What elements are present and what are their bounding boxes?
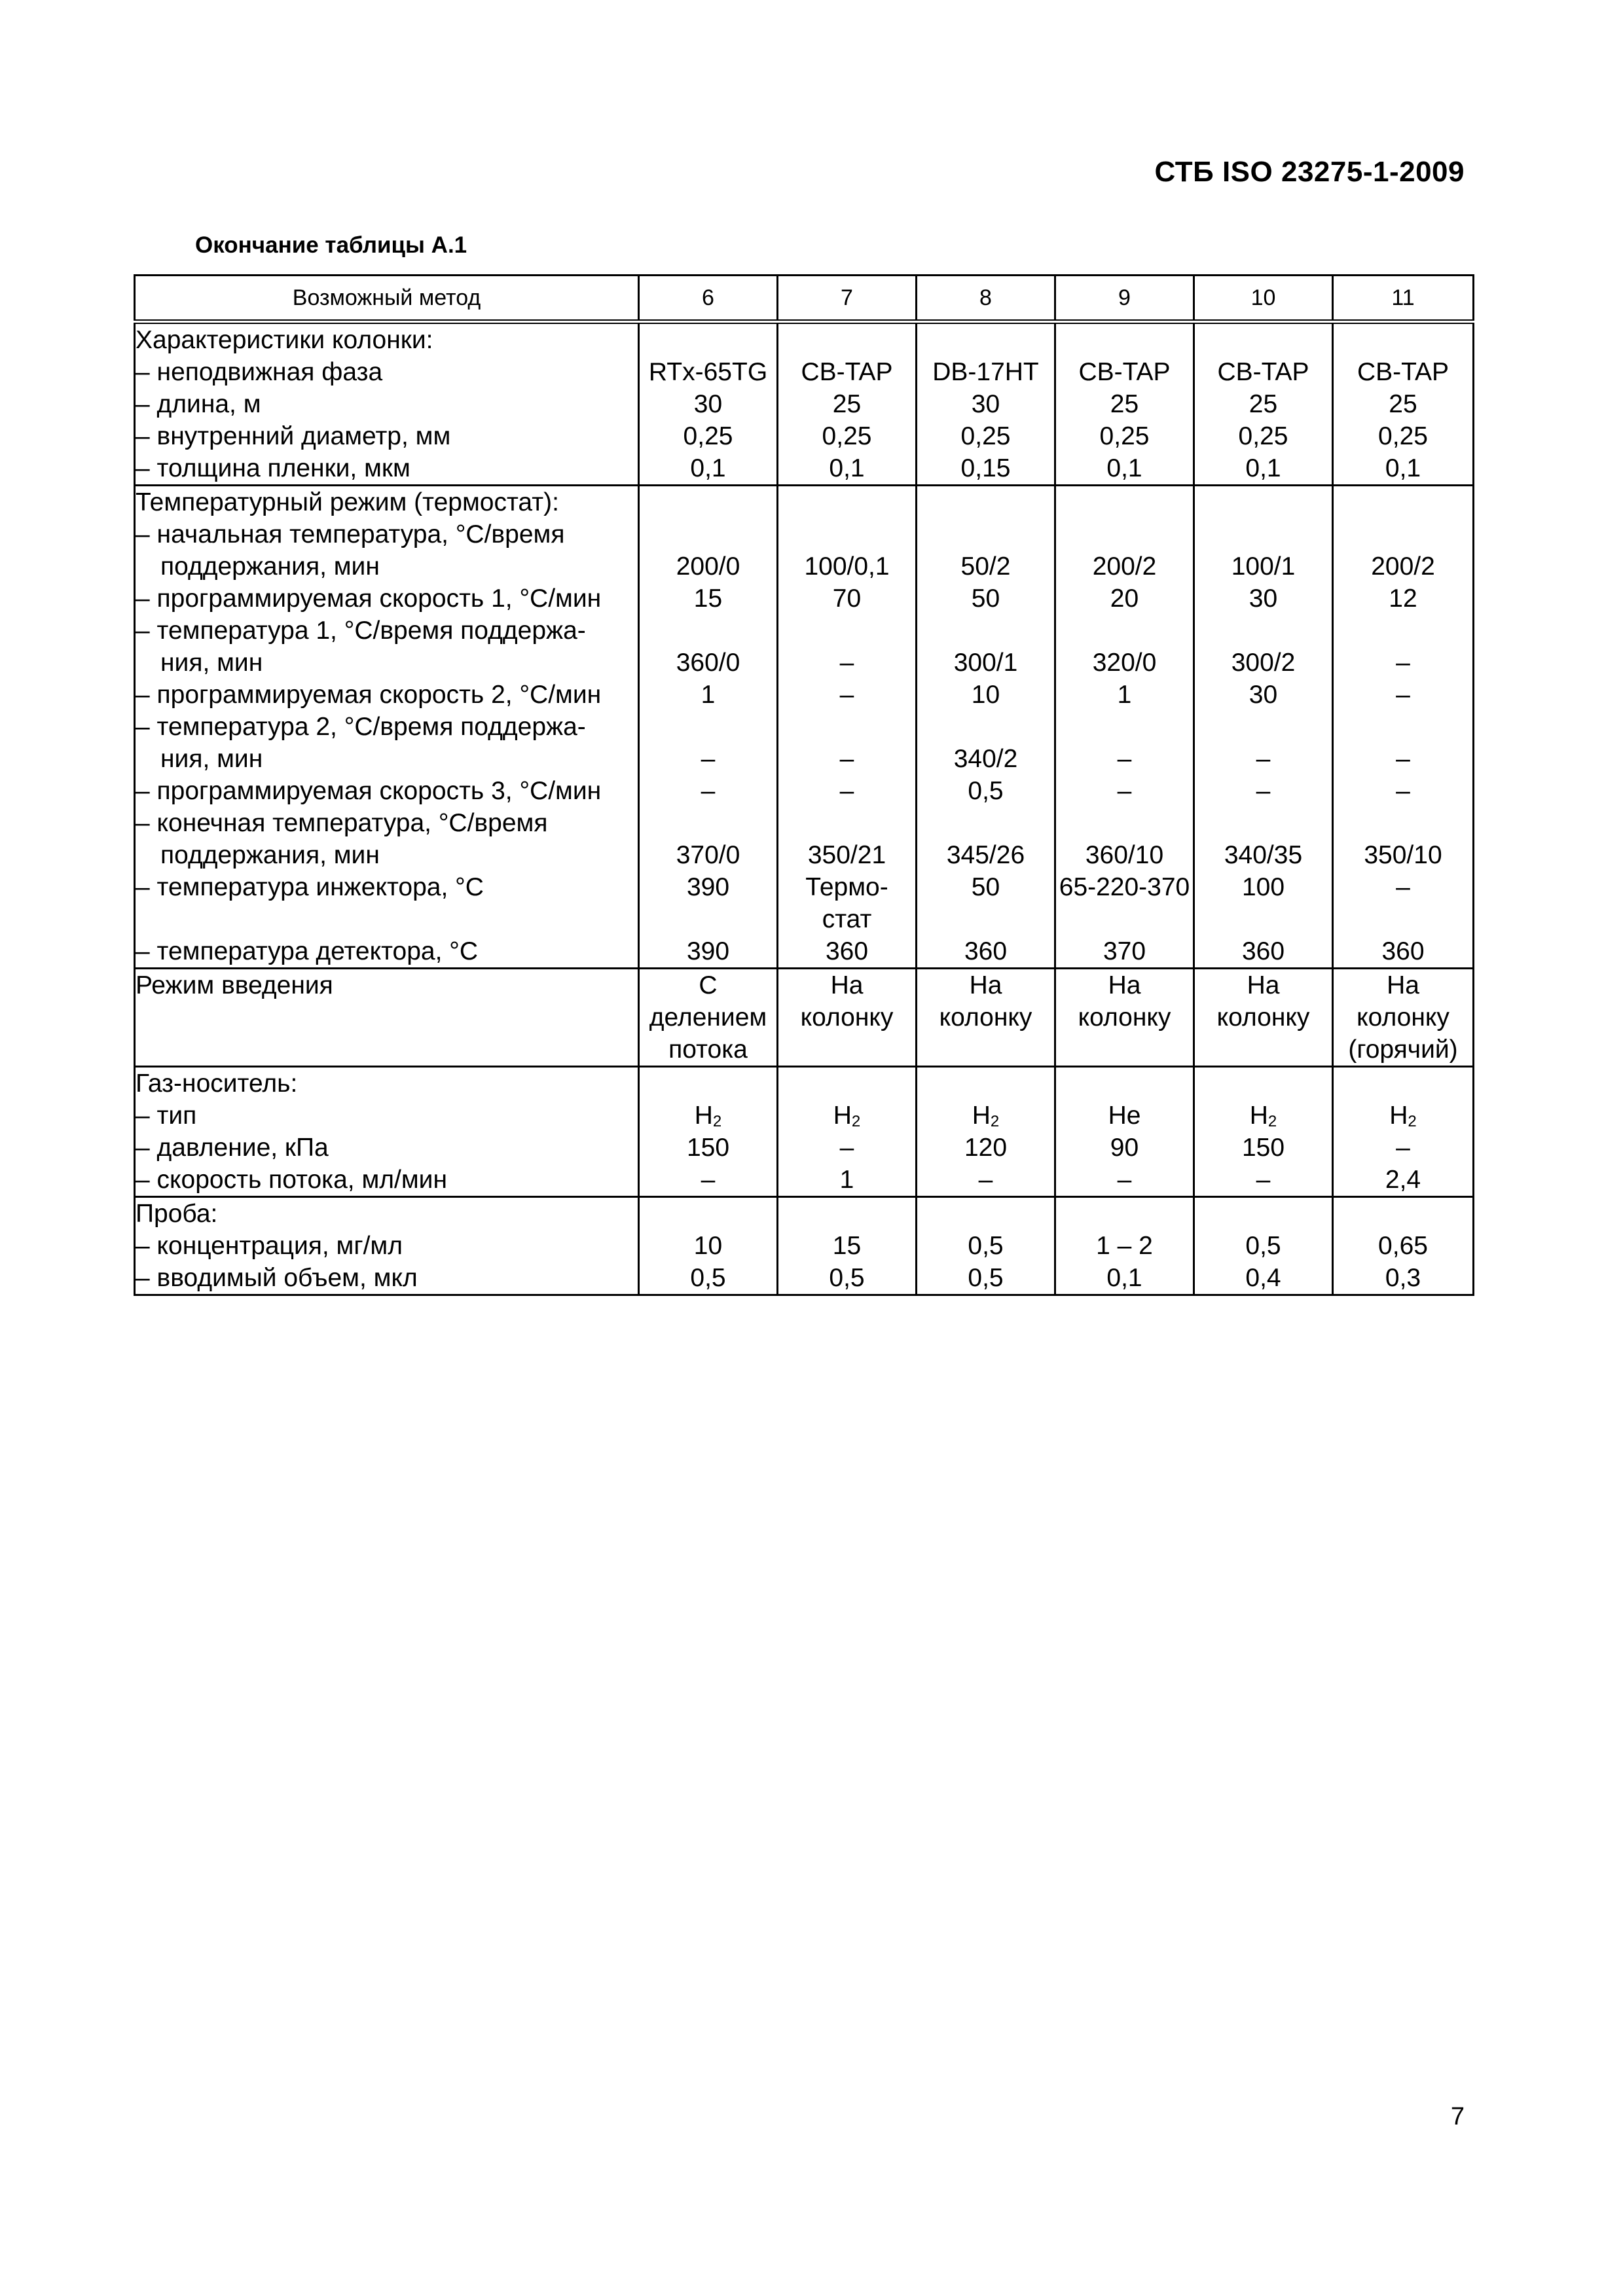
subscript: 2 <box>990 1113 1000 1130</box>
value-cell-method-9 <box>1055 969 1194 1067</box>
value-line: 0,25 <box>1099 422 1150 450</box>
value-line <box>778 1067 915 1100</box>
value-line: 0,1 <box>829 454 865 482</box>
row-label-cell <box>135 322 639 486</box>
value-line: 150 <box>1241 1134 1285 1162</box>
value-line: $H_2$ <box>1249 1102 1277 1130</box>
value-cell-method-11 <box>1333 1067 1474 1197</box>
value-line: 1 <box>701 681 716 709</box>
value-line: 0,25 <box>1238 422 1288 450</box>
value-line <box>917 711 1054 743</box>
value-cell-method-8 <box>917 322 1055 486</box>
row-label-line: Температурный режим (термостат): <box>136 488 559 516</box>
value-cell-method-11 <box>1333 969 1474 1067</box>
value-line <box>1334 807 1472 839</box>
value-line <box>640 807 776 839</box>
value-line: 390 <box>686 937 730 965</box>
header-method-label: Возможный метод <box>135 276 639 322</box>
value-line: 340/35 <box>1224 841 1303 869</box>
value-line: – <box>1396 777 1410 805</box>
value-line: 360 <box>964 937 1008 965</box>
row-label-line: – неподвижная фаза <box>136 358 383 386</box>
value-line: 0,5 <box>968 777 1004 805</box>
value-line: 0,1 <box>1106 1264 1142 1292</box>
value-line: 0,65 <box>1378 1232 1428 1260</box>
value-line: 340/2 <box>953 745 1018 773</box>
value-line <box>917 324 1054 356</box>
value-line: 0,1 <box>1245 454 1281 482</box>
value-cell-method-8 <box>917 486 1055 969</box>
value-line: 25 <box>1389 390 1417 418</box>
value-line <box>1195 615 1332 647</box>
value-line: 25 <box>1110 390 1139 418</box>
value-line: – <box>839 681 854 709</box>
value-line <box>640 324 776 356</box>
subscript: 2 <box>1267 1113 1277 1130</box>
value-cell-method-11 <box>1333 486 1474 969</box>
value-line <box>778 324 915 356</box>
value-line: 1 <box>839 1166 854 1194</box>
subscript: 2 <box>712 1113 722 1130</box>
value-cell-method-9 <box>1055 486 1194 969</box>
row-label-line <box>136 1001 638 1033</box>
value-line: $H_2$ <box>972 1102 1000 1130</box>
row-label-cell <box>135 1197 639 1295</box>
row-label-line: ния, мин <box>160 649 263 677</box>
header-method-8: 8 <box>917 276 1055 322</box>
value-line: 30 <box>693 390 723 418</box>
value-line <box>1195 1198 1332 1230</box>
value-line <box>1334 1067 1472 1100</box>
value-line: колонку <box>1216 1003 1310 1031</box>
value-line: 2,4 <box>1385 1166 1421 1194</box>
value-line: – <box>1117 777 1132 805</box>
value-line <box>917 807 1054 839</box>
value-line: 0,5 <box>968 1264 1004 1292</box>
table-section-row <box>135 486 1474 969</box>
row-label-line: – температура инжектора, °С <box>136 873 484 901</box>
value-cell-method-6 <box>639 486 778 969</box>
value-line: 345/26 <box>946 841 1025 869</box>
value-line: RTx-65TG <box>648 358 768 386</box>
value-line <box>640 1067 776 1100</box>
value-line: – <box>1396 649 1410 677</box>
value-line: $H_2$ <box>694 1102 722 1130</box>
value-line: – <box>1117 1166 1132 1194</box>
header-method-7: 7 <box>778 276 917 322</box>
value-line <box>917 486 1054 518</box>
value-line: $H_2$ <box>1389 1102 1417 1130</box>
value-line: стат <box>822 905 872 933</box>
value-line: 10 <box>693 1232 723 1260</box>
value-line <box>778 1033 915 1066</box>
value-line: 0,5 <box>1245 1232 1281 1260</box>
value-line: – <box>1396 681 1410 709</box>
value-line <box>640 711 776 743</box>
value-line <box>917 1198 1054 1230</box>
value-line: 200/0 <box>676 552 740 581</box>
table-caption: Окончание таблицы А.1 <box>195 232 467 258</box>
row-label-line: – начальная температура, °С/время <box>136 520 565 548</box>
value-line <box>917 518 1054 550</box>
value-line: 200/2 <box>1371 552 1435 581</box>
value-line: колонку <box>1357 1003 1450 1031</box>
row-label-line: – скорость потока, мл/мин <box>136 1166 447 1194</box>
row-label-line <box>136 903 638 935</box>
header-method-6: 6 <box>639 276 778 322</box>
value-line: 15 <box>832 1232 862 1260</box>
value-line: колонку <box>800 1003 894 1031</box>
value-line: 320/0 <box>1092 649 1157 677</box>
value-cell-method-6 <box>639 322 778 486</box>
value-line <box>778 711 915 743</box>
value-line: 0,5 <box>829 1264 865 1292</box>
value-line: 15 <box>693 584 723 613</box>
value-line: 1 <box>1117 681 1132 709</box>
value-line: 370 <box>1103 937 1146 965</box>
value-line: – <box>839 649 854 677</box>
value-line: – <box>1256 745 1271 773</box>
value-line <box>1056 711 1193 743</box>
value-line: 0,5 <box>968 1232 1004 1260</box>
value-line: – <box>701 777 716 805</box>
row-label-line: – температура детектора, °С <box>136 937 479 965</box>
header-method-10: 10 <box>1194 276 1333 322</box>
value-cell-method-6 <box>639 1067 778 1197</box>
value-line <box>1195 1033 1332 1066</box>
value-line: 0,15 <box>960 454 1011 482</box>
row-label-line: Характеристики колонки: <box>136 326 433 354</box>
value-line <box>1056 518 1193 550</box>
value-line: – <box>978 1166 993 1194</box>
value-line <box>1334 615 1472 647</box>
value-line: 30 <box>1249 681 1278 709</box>
value-line <box>917 1033 1054 1066</box>
value-line <box>1195 711 1332 743</box>
value-line: 100/0,1 <box>804 552 890 581</box>
value-line: 0,1 <box>1106 454 1142 482</box>
value-cell-method-9 <box>1055 322 1194 486</box>
value-line: 25 <box>1249 390 1278 418</box>
value-line <box>1334 711 1472 743</box>
value-line <box>1334 903 1472 935</box>
value-line <box>1334 324 1472 356</box>
row-label-line: поддержания, мин <box>160 841 380 869</box>
row-label-line: – внутренний диаметр, мм <box>136 422 451 450</box>
row-label-line: ния, мин <box>160 745 263 773</box>
row-label-line: – программируемая скорость 1, °С/мин <box>136 584 602 613</box>
value-line: 65-220-370 <box>1059 873 1190 901</box>
value-line: 30 <box>1249 584 1278 613</box>
value-line: Термо- <box>805 873 888 901</box>
value-line <box>1056 486 1193 518</box>
value-line: – <box>1396 873 1410 901</box>
value-line <box>640 615 776 647</box>
value-line: – <box>1396 745 1410 773</box>
value-cell-method-10 <box>1194 322 1333 486</box>
subscript: 2 <box>851 1113 861 1130</box>
value-line <box>917 1067 1054 1100</box>
value-cell-method-10 <box>1194 1067 1333 1197</box>
value-cell-method-10 <box>1194 1197 1333 1295</box>
value-line: He <box>1108 1102 1141 1130</box>
row-label-line: – программируемая скорость 2, °С/мин <box>136 681 602 709</box>
value-line: 390 <box>686 873 730 901</box>
value-line: 20 <box>1110 584 1139 613</box>
value-line: 12 <box>1389 584 1417 613</box>
value-line <box>778 807 915 839</box>
row-label-line: Газ-носитель: <box>136 1069 298 1098</box>
value-line: 50 <box>971 873 1000 901</box>
value-cell-method-7 <box>778 486 917 969</box>
value-cell-method-8 <box>917 1067 1055 1197</box>
value-line: 360 <box>1381 937 1425 965</box>
method-table <box>134 274 1474 1296</box>
value-line: делением <box>649 1003 767 1031</box>
value-line: На <box>1247 971 1280 999</box>
value-line: 300/1 <box>953 649 1018 677</box>
table-section-row <box>135 322 1474 486</box>
value-line: потока <box>668 1035 748 1064</box>
table-section-row <box>135 1197 1474 1295</box>
row-label-line: – температура 2, °С/время поддержа- <box>136 713 586 741</box>
value-line: На <box>969 971 1002 999</box>
row-label-cell <box>135 1067 639 1197</box>
row-label-line: – концентрация, мг/мл <box>136 1232 403 1260</box>
row-label-cell <box>135 969 639 1067</box>
subscript: 2 <box>1408 1113 1417 1130</box>
value-line: CB-TAP <box>801 358 893 386</box>
value-line: $H_2$ <box>833 1102 861 1130</box>
value-cell-method-7 <box>778 1197 917 1295</box>
value-line <box>1056 1033 1193 1066</box>
value-line: 360 <box>1241 937 1285 965</box>
page-number: 7 <box>1450 2103 1465 2130</box>
value-line: – <box>1396 1134 1410 1162</box>
value-line: CB-TAP <box>1078 358 1171 386</box>
value-line: 0,25 <box>960 422 1011 450</box>
value-line: 120 <box>964 1134 1008 1162</box>
row-label-line: – программируемая скорость 3, °С/мин <box>136 777 602 805</box>
row-label-line <box>136 1033 638 1066</box>
value-cell-method-6 <box>639 969 778 1067</box>
value-line: – <box>1256 1166 1271 1194</box>
value-line: – <box>701 1166 716 1194</box>
value-cell-method-8 <box>917 969 1055 1067</box>
value-cell-method-11 <box>1333 322 1474 486</box>
value-line <box>1056 324 1193 356</box>
value-line <box>1195 1067 1332 1100</box>
header-method-11: 11 <box>1333 276 1474 322</box>
value-line: На <box>1108 971 1141 999</box>
value-line: 100 <box>1241 873 1285 901</box>
row-label-line: – давление, кПа <box>136 1134 329 1162</box>
row-label-line: – вводимый объем, мкл <box>136 1264 418 1292</box>
value-line <box>1056 903 1193 935</box>
value-line: – <box>839 745 854 773</box>
value-line: (горячий) <box>1348 1035 1458 1064</box>
value-cell-method-7 <box>778 322 917 486</box>
value-line: 0,1 <box>1385 454 1421 482</box>
value-line <box>1056 1067 1193 1100</box>
value-line: 0,4 <box>1245 1264 1281 1292</box>
value-line <box>1334 486 1472 518</box>
value-line <box>778 615 915 647</box>
value-line: 150 <box>686 1134 730 1162</box>
value-line: 0,3 <box>1385 1264 1421 1292</box>
value-cell-method-7 <box>778 1067 917 1197</box>
value-line: 0,25 <box>1378 422 1428 450</box>
value-line <box>1195 807 1332 839</box>
value-cell-method-9 <box>1055 1067 1194 1197</box>
value-cell-method-10 <box>1194 969 1333 1067</box>
value-line: 300/2 <box>1231 649 1296 677</box>
table-body <box>135 322 1474 1295</box>
value-line: С <box>699 971 718 999</box>
value-line: 350/10 <box>1364 841 1442 869</box>
value-line: 200/2 <box>1092 552 1157 581</box>
value-line <box>1195 518 1332 550</box>
row-label-line: поддержания, мин <box>160 552 380 581</box>
document-code: СТБ ISO 23275-1-2009 <box>1154 156 1465 188</box>
value-line: колонку <box>939 1003 1032 1031</box>
value-line <box>778 1198 915 1230</box>
value-line: 360/10 <box>1085 841 1164 869</box>
row-label-line: – толщина пленки, мкм <box>136 454 410 482</box>
value-cell-method-8 <box>917 1197 1055 1295</box>
row-label-line: – длина, м <box>136 390 261 418</box>
value-cell-method-6 <box>639 1197 778 1295</box>
value-line <box>640 518 776 550</box>
value-line: 90 <box>1110 1134 1139 1162</box>
value-cell-method-7 <box>778 969 917 1067</box>
value-line: – <box>1256 777 1271 805</box>
value-line: 360/0 <box>676 649 740 677</box>
value-line: 10 <box>971 681 1000 709</box>
table-section-row <box>135 969 1474 1067</box>
row-label-line: – тип <box>136 1102 197 1130</box>
value-line: 100/1 <box>1231 552 1296 581</box>
value-line: 50 <box>971 584 1000 613</box>
value-line <box>917 615 1054 647</box>
value-line <box>640 903 776 935</box>
value-line: 70 <box>832 584 862 613</box>
value-line <box>1056 1198 1193 1230</box>
row-label-line: – температура 1, °С/время поддержа- <box>136 617 586 645</box>
value-line: 0,25 <box>683 422 733 450</box>
value-cell-method-10 <box>1194 486 1333 969</box>
value-line: CB-TAP <box>1217 358 1309 386</box>
value-line <box>1334 518 1472 550</box>
value-cell-method-9 <box>1055 1197 1194 1295</box>
value-line: CB-TAP <box>1357 358 1450 386</box>
row-label-line: Режим введения <box>136 971 333 999</box>
value-cell-method-11 <box>1333 1197 1474 1295</box>
value-line <box>1195 903 1332 935</box>
row-label-line: Проба: <box>136 1200 218 1228</box>
value-line <box>1056 615 1193 647</box>
value-line: – <box>839 1134 854 1162</box>
value-line: На <box>830 971 864 999</box>
table-header-row <box>135 276 1474 322</box>
value-line: 370/0 <box>676 841 740 869</box>
value-line: – <box>701 745 716 773</box>
value-line: DB-17HT <box>932 358 1039 386</box>
value-line: 0,1 <box>690 454 726 482</box>
value-line: 350/21 <box>807 841 886 869</box>
value-line <box>640 486 776 518</box>
value-line <box>1195 324 1332 356</box>
value-line <box>1195 486 1332 518</box>
value-line: колонку <box>1078 1003 1171 1031</box>
value-line: 0,5 <box>690 1264 726 1292</box>
value-line <box>1334 1198 1472 1230</box>
value-line <box>778 486 915 518</box>
value-line <box>778 518 915 550</box>
header-method-9: 9 <box>1055 276 1194 322</box>
value-line: 50/2 <box>960 552 1011 581</box>
row-label-line: – конечная температура, °С/время <box>136 809 548 837</box>
value-line: – <box>1117 745 1132 773</box>
value-line <box>917 903 1054 935</box>
value-line: – <box>839 777 854 805</box>
table-section-row <box>135 1067 1474 1197</box>
value-line: 30 <box>971 390 1000 418</box>
row-label-cell <box>135 486 639 969</box>
value-line: На <box>1387 971 1419 999</box>
value-line: 0,25 <box>822 422 872 450</box>
value-line: 25 <box>832 390 862 418</box>
value-line <box>640 1198 776 1230</box>
value-line: 1 – 2 <box>1096 1232 1153 1260</box>
value-line: 360 <box>825 937 869 965</box>
value-line <box>1056 807 1193 839</box>
